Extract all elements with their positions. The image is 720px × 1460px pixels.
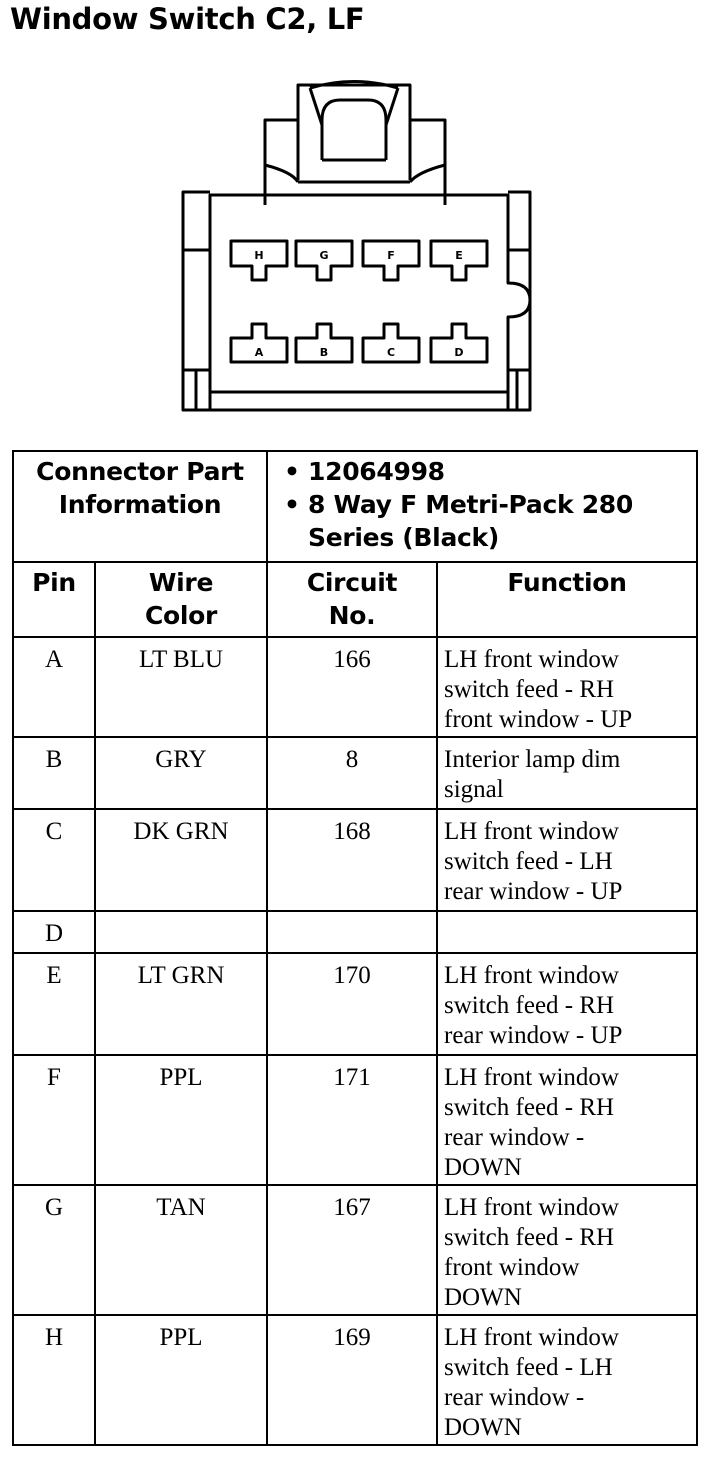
wire-color-cell: GRY xyxy=(95,737,267,809)
pin-label-b: B xyxy=(319,346,329,359)
table-row xyxy=(13,911,697,953)
pin-cell: B xyxy=(13,737,95,809)
col-header-pin: Pin xyxy=(13,562,95,637)
column-header-row xyxy=(13,562,697,637)
function-line: switch feed - LH xyxy=(444,1354,613,1381)
wire-color-cell: PPL xyxy=(95,1055,267,1185)
pin-cell: H xyxy=(13,1315,95,1445)
function-cell xyxy=(437,1185,697,1315)
col-header-circuit: Circuit No. xyxy=(267,562,437,637)
pin-label-c: C xyxy=(386,346,396,359)
function-line: rear window - xyxy=(444,1124,585,1151)
circuit-cell: 8 xyxy=(267,737,437,809)
connector-latch-housing xyxy=(265,85,445,205)
function-line: DOWN xyxy=(444,1154,522,1181)
circuit-cell: 168 xyxy=(267,809,437,911)
table-row xyxy=(13,637,697,737)
pin-label-a: A xyxy=(254,346,264,359)
function-line: rear window - UP xyxy=(444,878,623,905)
pinout-table xyxy=(12,450,698,1446)
function-line: switch feed - RH xyxy=(444,676,615,703)
function-line: LH front window xyxy=(444,818,619,845)
function-cell xyxy=(437,953,697,1055)
function-line: front window - UP xyxy=(444,706,633,733)
function-line: LH front window xyxy=(444,1064,619,1091)
pin-label-f: F xyxy=(387,249,395,262)
function-line: signal xyxy=(444,776,504,803)
function-line: LH front window xyxy=(444,962,619,989)
wire-color-cell: TAN xyxy=(95,1185,267,1315)
table-row xyxy=(13,953,697,1055)
bullet-icon: • xyxy=(284,457,300,486)
function-cell xyxy=(437,637,697,737)
table-row xyxy=(13,1185,697,1315)
connector-right-ear xyxy=(508,192,530,410)
part-info-values xyxy=(267,451,697,562)
function-cell xyxy=(437,809,697,911)
function-cell xyxy=(437,911,697,953)
pin-cell: F xyxy=(13,1055,95,1185)
circuit-cell: 170 xyxy=(267,953,437,1055)
circuit-cell: 167 xyxy=(267,1185,437,1315)
function-line: switch feed - LH xyxy=(444,848,613,875)
function-cell xyxy=(437,1055,697,1185)
function-cell xyxy=(437,1315,697,1445)
bullet-icon: • xyxy=(284,490,300,519)
pin-label-g: G xyxy=(319,249,329,262)
function-cell xyxy=(437,737,697,809)
table-row xyxy=(13,1055,697,1185)
part-number: 12064998 xyxy=(308,457,445,486)
part-description-cont: Series (Black) xyxy=(308,523,499,552)
function-line: rear window - UP xyxy=(444,1022,623,1049)
pin-cell: G xyxy=(13,1185,95,1315)
pin-cell: E xyxy=(13,953,95,1055)
function-line: switch feed - RH xyxy=(444,992,615,1019)
wire-color-cell: DK GRN xyxy=(95,809,267,911)
function-line: LH front window xyxy=(444,1324,619,1351)
table-row xyxy=(13,1315,697,1445)
pin-cell: C xyxy=(13,809,95,911)
connector-latch-tab xyxy=(322,100,386,160)
part-description: 8 Way F Metri-Pack 280 xyxy=(308,490,633,519)
function-line: Interior lamp dim xyxy=(444,746,621,773)
circuit-cell: 171 xyxy=(267,1055,437,1185)
col-header-function: Function xyxy=(437,562,697,637)
pin-cell: D xyxy=(13,911,95,953)
part-info-row xyxy=(13,451,697,562)
pin-label-e: E xyxy=(455,249,463,262)
function-line: DOWN xyxy=(444,1414,522,1441)
table-row xyxy=(13,809,697,911)
function-line: rear window - xyxy=(444,1384,585,1411)
table-row xyxy=(13,737,697,809)
part-info-label: Connector Part Information xyxy=(13,451,267,562)
circuit-cell: 166 xyxy=(267,637,437,737)
wire-color-cell: LT BLU xyxy=(95,637,267,737)
function-line: DOWN xyxy=(444,1284,522,1311)
function-line: switch feed - RH xyxy=(444,1224,615,1251)
function-line: front window xyxy=(444,1254,580,1281)
pin-cell: A xyxy=(13,637,95,737)
pin-label-h: H xyxy=(254,249,264,262)
page-title: Window Switch C2, LF xyxy=(10,2,365,36)
wire-color-cell: LT GRN xyxy=(95,953,267,1055)
circuit-cell xyxy=(267,911,437,953)
function-line: switch feed - RH xyxy=(444,1094,615,1121)
function-line: LH front window xyxy=(444,1194,619,1221)
pin-label-d: D xyxy=(454,346,464,359)
pinout-table-wrapper xyxy=(12,450,698,1446)
circuit-cell: 169 xyxy=(267,1315,437,1445)
wire-color-cell: PPL xyxy=(95,1315,267,1445)
function-line: LH front window xyxy=(444,646,619,673)
wire-color-cell xyxy=(95,911,267,953)
col-header-wire-color: Wire Color xyxy=(95,562,267,637)
connector-face-diagram xyxy=(0,0,720,430)
